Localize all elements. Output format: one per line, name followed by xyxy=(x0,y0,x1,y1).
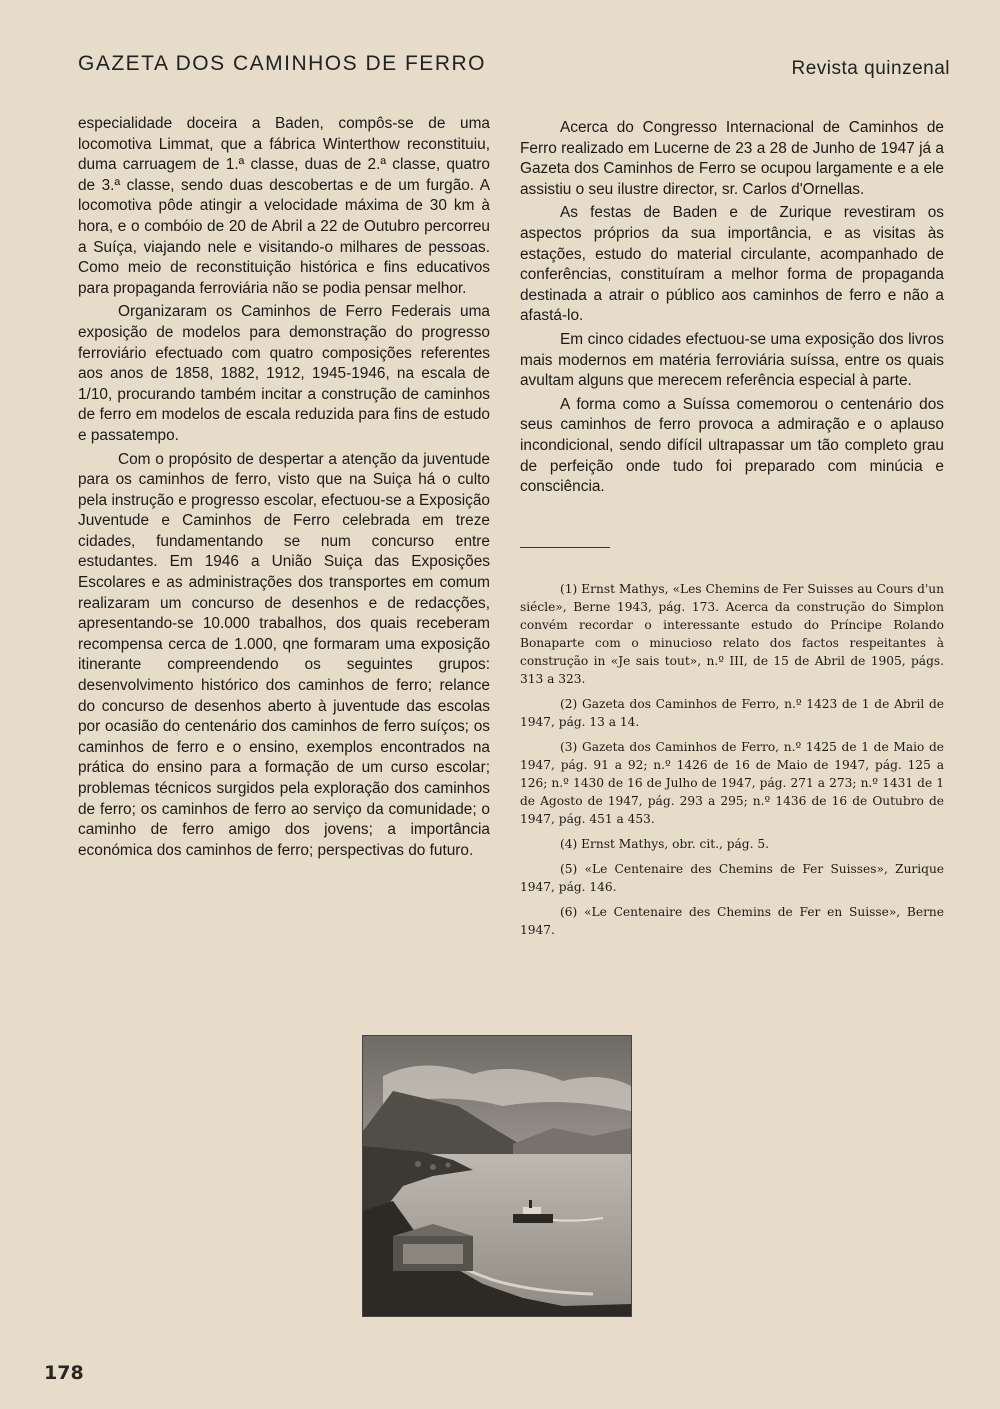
left-paragraph-1: especialidade doceira a Baden, compôs-se de uma locomotiva Limmat, que a fábrica Winterthow reconstituiu, duma carruagem de 1.ª classe, duas de 2.ª classe, quatro de 3.ª classe, sendo duas descobertas e de um furgão. A locomotiva pôde atingir a velocidade máxima de 30 km à hora, e o combóio de 20 de Abril a 22 de Outubro percorreu a Suíça, viajando nele e visitando-o milhares de pessoas. Como meio de reconstituição histórica e fins educativos para propaganda ferroviária não se podia pensar melhor. xyxy=(78,115,490,297)
footnote-text: «Le Centenaire des Chemins de Fer Suisses», Zurique 1947, pág. 146. xyxy=(520,862,945,894)
left-column xyxy=(78,114,490,861)
lake-town-photo xyxy=(362,1035,632,1317)
footnote-5 xyxy=(520,860,944,896)
magazine-title: GAZETA DOS CAMINHOS DE FERRO xyxy=(78,52,486,75)
footnote-mark: (1) xyxy=(560,582,578,596)
page-header xyxy=(78,52,950,82)
magazine-subtitle: Revista quinzenal xyxy=(791,58,950,79)
footnote-1 xyxy=(520,580,944,688)
footnote-2 xyxy=(520,695,944,731)
right-paragraph-1: Acerca do Congresso Internacional de Caminhos de Ferro realizado em Lucerne de 23 a 28 de Junho de 1947 já a Gazeta dos Caminhos de Ferro se ocupou largamente e a ele assistiu o seu ilustre director, sr. Carlos d'Ornellas. xyxy=(520,119,944,198)
footnote-text: Gazeta dos Caminhos de Ferro, n.º 1425 de 1 de Maio de 1947, pág. 91 a 92; n.º 1426 de 16 de Maio de 1947, pág. 125 a 126; n.º 1430 de 16 de Julho de 1947, pág. 271 a 273; n.º 1431 de 1 de Agosto de 1947, pág. 293 a 295; n.º 1436 de 16 de Outubro de 1947, pág. 451 a 453. xyxy=(520,740,945,826)
right-paragraph-4: A forma como a Suíssa comemorou o centenário dos seus caminhos de ferro provoca a admiração e o aplauso incondicional, sendo difícil ultrapassar um tão completo grau de perfeição onde tudo foi preparado com minúcia e consciência. xyxy=(520,395,944,496)
left-paragraph-3: Com o propósito de despertar a atenção da juventude para os caminhos de ferro, visto que na Suiça há o culto pela instrução e progresso escolar, efectuou-se a Exposição Juventude e Caminhos de Ferro celebrada em treze cidades, fundamentando se num concurso entre estudantes. Em 1946 a União Suiça das Exposições Escolares e as administrações dos transportes em comum realizaram um concurso de desenhos e de redacções, apresentando-se 10.000 trabalhos, dos quais receberam recompensa cerca de 1.000, qne formaram uma exposição itinerante compreendendo os seguintes grupos: desenvolvimento histórico dos caminhos de ferro; relance do concurso de desenhos aberto à juventude das escolas por ocasião do centenário dos caminhos de ferro suíços; os caminhos de ferro e o ensino, exemplos encontrados na prática do ensino para a formação de um curso escolar; problemas técnicos surgidos pela exploração dos caminhos de ferro; os caminhos de ferro ao serviço da comunidade; o caminho de ferro amigo dos jovens; a importância económica dos caminhos de ferro; perspectivas do futuro. xyxy=(78,450,490,859)
photo-drawing xyxy=(363,1036,631,1316)
footnote-mark: (6) xyxy=(560,905,578,919)
footnote-mark: (2) xyxy=(560,697,578,711)
footnote-text: Gazeta dos Caminhos de Ferro, n.º 1423 de 1 de Abril de 1947, pág. 13 a 14. xyxy=(520,697,945,729)
page-number: 178 xyxy=(44,1362,84,1384)
footnote-divider xyxy=(520,547,610,548)
right-paragraph-3: Em cinco cidades efectuou-se uma exposição dos livros mais modernos em matéria ferroviária suíssa, entre os quais avultam alguns que merecem referência especial à parte. xyxy=(520,330,944,390)
footnote-6 xyxy=(520,903,944,939)
footnote-text: «Le Centenaire des Chemins de Fer en Suisse», Berne 1947. xyxy=(520,905,944,937)
right-paragraph-2: As festas de Baden e de Zurique revestiram os aspectos próprios da sua importância, e as visitas às estações, estudo do material circulante, acompanhado de conferências, constituíram a melhor forma de propaganda destinada a atrair o público aos caminhos de ferro e não a afastá-lo. xyxy=(520,204,944,325)
footnote-mark: (4) xyxy=(560,837,578,851)
left-paragraph-2: Organizaram os Caminhos de Ferro Federais uma exposição de modelos para demonstração do progresso ferroviário efectuado com quatro composições referentes aos anos de 1858, 1882, 1912, 1945-1946, na escala de 1/10, procurando também incitar a construção de caminhos de ferro em modelos de escala reduzida para fins de estudo e passatempo. xyxy=(78,303,490,444)
footnote-mark: (5) xyxy=(560,862,578,876)
footnote-text: Ernst Mathys, obr. cit., pág. 5. xyxy=(581,837,769,851)
right-column xyxy=(520,118,944,498)
footnote-3 xyxy=(520,738,944,828)
footnote-mark: (3) xyxy=(560,740,578,754)
footnote-text: Ernst Mathys, «Les Chemins de Fer Suisses au Cours d'un siécle», Berne 1943, pág. 173. Acerca da construção do Simplon convém recordar o interessante estudo do Príncipe Rolando Bonaparte com o minucioso relato dos factos respeitantes à construção in «Je sais tout», n.º III, de 15 de Abril de 1905, págs. 313 a 323. xyxy=(520,582,945,686)
footnotes xyxy=(520,580,944,946)
footnote-4 xyxy=(520,835,944,853)
